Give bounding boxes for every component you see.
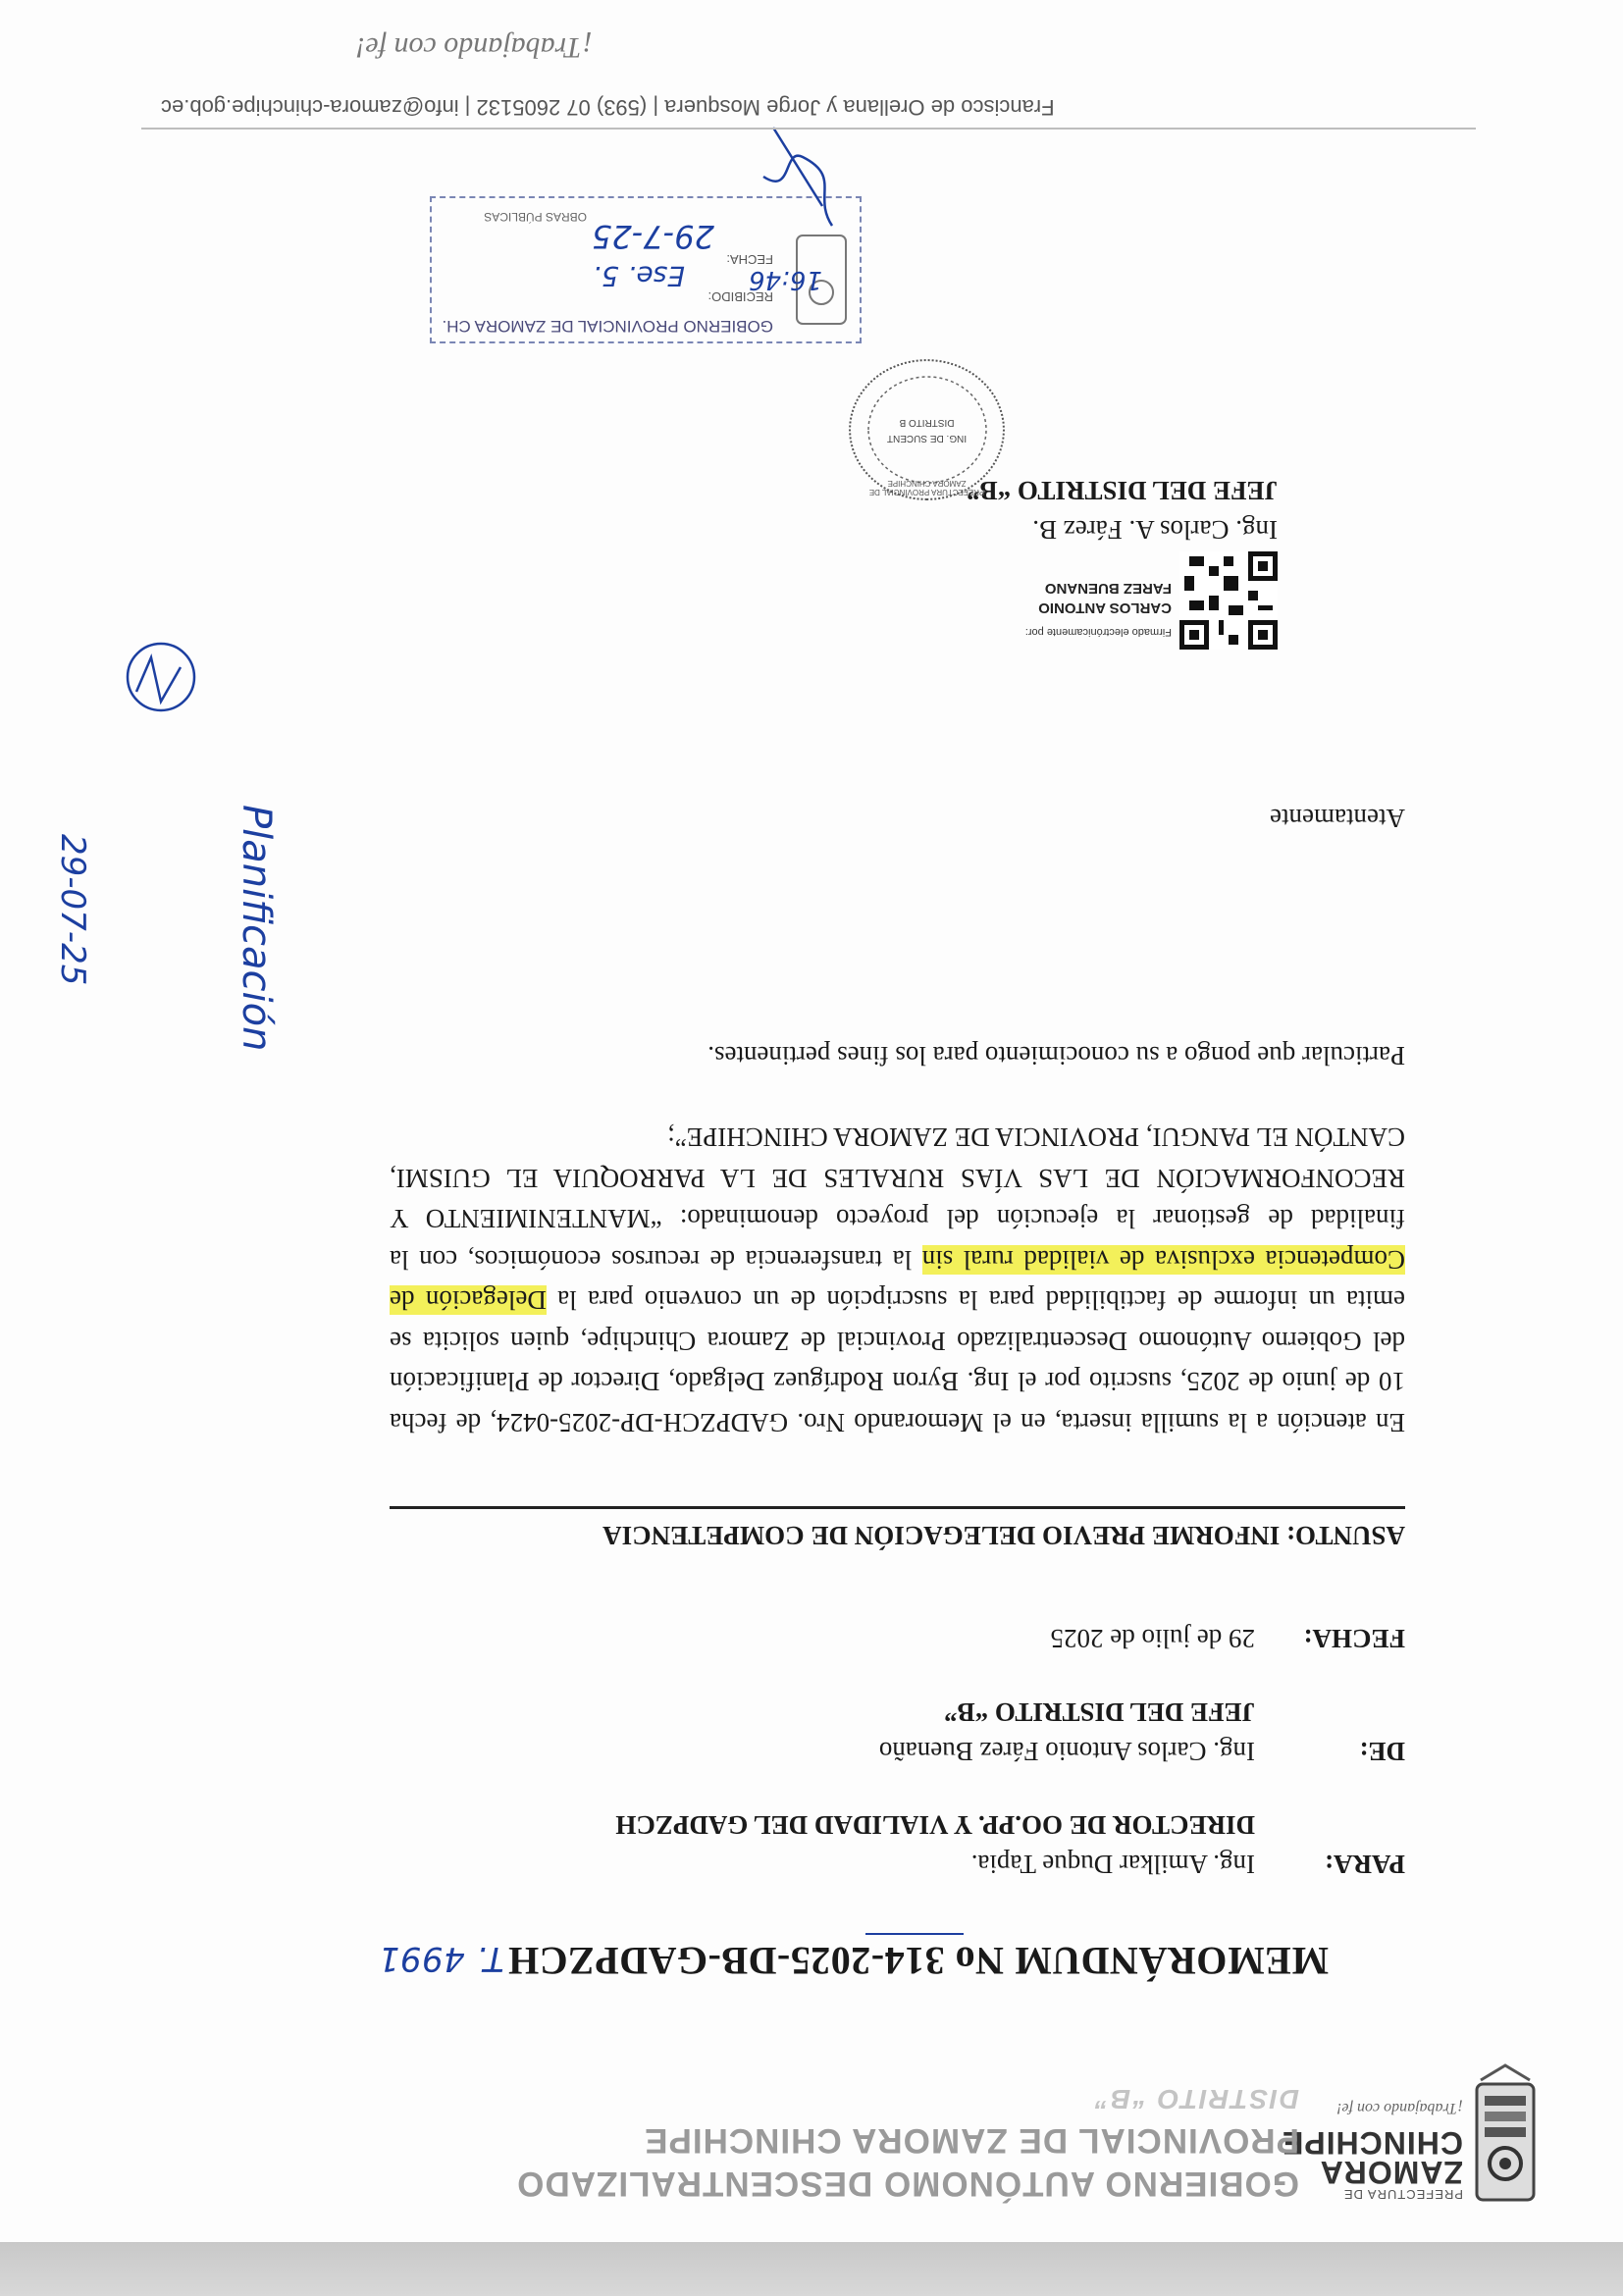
header-gray-bar <box>0 2242 1623 2296</box>
organization-header <box>416 2083 1299 2203</box>
body-paragraph-1 <box>390 1117 1405 1442</box>
asunto-line <box>602 1520 1405 1550</box>
handwritten-date: 29-7-25 <box>592 218 714 255</box>
para-label: PARA: <box>1325 1850 1405 1879</box>
received-label: RECIBIDO: <box>707 289 773 304</box>
handwritten-memo-number: T. 4991 <box>378 1939 504 1978</box>
logo-small-text: PREFECTURA DE <box>1342 2187 1463 2202</box>
round-stamp-ring-icon <box>851 361 1003 498</box>
asunto-rule <box>390 1506 1405 1509</box>
e-signature-name-1: CARLOS ANTONIO <box>1038 600 1172 616</box>
signer-role: JEFE DEL DISTRITO “B” <box>967 476 1278 505</box>
asunto-value: INFORME PREVIO DELEGACIÓN DE COMPETENCIA <box>602 1521 1281 1550</box>
fecha-label: FECHA: <box>1303 1624 1405 1653</box>
handwritten-signature-icon <box>112 628 210 726</box>
handwritten-underline <box>865 1933 964 1935</box>
received-date-label: FECHA: <box>726 252 773 267</box>
handwritten-margin-word: Planificación <box>234 805 279 1052</box>
asunto-label: ASUNTO: <box>1285 1521 1405 1550</box>
round-stamp-center-1: ING. DE SUCENT <box>886 433 968 444</box>
round-stamp-ring-text: PREFECTURA PROVINCIAL DE ZAMORA CHINCHIPE <box>868 479 985 496</box>
logo-line1: ZAMORA <box>1319 2155 1463 2190</box>
memo-body <box>390 798 1405 1442</box>
org-name-line1: GOBIERNO AUTÓNOMO DESCENTRALIZADO <box>516 2165 1299 2203</box>
body-p1-start: En atención a la sumilla inserta, en el Memorando Nro. GADPZCH-DP-2025-0424, de fecha 10 de junio de 2025, suscrito por el Ing. Byron Rodríguez Delgado, Director de Planificación del Gobierno Autónomo Descentralizado Provincial de Zamora Chinchipe, quien solicita se emita un informe de factibilidad para la suscripción de un convenio para la <box>390 1285 1405 1437</box>
received-stamp-dept: OBRAS PÚBLICAS <box>484 210 587 224</box>
org-name-line2: PROVINCIAL DE ZAMORA CHINCHIPE <box>644 2121 1299 2160</box>
para-name: Ing. Amilkar Duque Tapia. <box>970 1850 1255 1879</box>
logo-line2: CHINCHIPE <box>1281 2125 1463 2161</box>
received-stamp <box>430 196 862 343</box>
closing: Atentamente <box>1270 804 1405 834</box>
e-signature-name-2: FAREZ BUENANO <box>1044 580 1172 597</box>
handwritten-note: Ese. 5. <box>592 260 685 292</box>
signer-name: Ing. Carlos A. Fárez B. <box>1032 515 1278 545</box>
e-signature-note: Firmado electrónicamente por: <box>1024 626 1172 638</box>
prefectura-logo <box>1281 2061 1540 2208</box>
body-p1-end: la transferencia de recursos económicos, con la finalidad de gestionar la ejecución del proyecto denominado: “MANTENIMIENTO Y RECONFORMACIÓN DE LAS VÍAS RURALES DE LA PARROQUIA EL GUISMI, CANTÓN EL PANGUI, PROVINCIA DE ZAMORA CHINCHIPE”; <box>390 1122 1405 1275</box>
de-name: Ing. Carlos Antonio Fárez Buenaño <box>878 1737 1255 1766</box>
handwritten-margin-date: 29-07-25 <box>53 834 92 986</box>
memo-title <box>378 1938 1329 1984</box>
para-role: DIRECTOR DE OO.PP. Y VIALIDAD DEL GADPZCH <box>615 1810 1255 1840</box>
highlighted-text: Delegación de Competencia exclusiva de vialidad rural sin <box>390 1245 1405 1316</box>
handwritten-time: 16:46 <box>749 265 822 294</box>
body-paragraph-2: Particular que pongo a su conocimiento para los fines pertinentes. <box>707 1041 1405 1070</box>
org-district: DISTRITO “B” <box>1092 2084 1299 2114</box>
round-stamp-center-2: DISTRITO B <box>899 417 955 428</box>
received-stamp-title: GOBIERNO PROVINCIAL DE ZAMORA CH. <box>442 317 773 336</box>
official-round-stamp <box>849 359 1005 500</box>
de-role: JEFE DEL DISTRITO “B” <box>944 1697 1255 1727</box>
logo-text <box>1282 2099 1463 2202</box>
footer-divider <box>141 128 1476 130</box>
fecha-value: 29 de julio de 2025 <box>1050 1624 1255 1653</box>
footer-contact: Francisco de Orellana y Jorge Mosquera | (593) 07 2605132 | info@zamora-chinchipe.gob.ec <box>161 95 1055 120</box>
footer-slogan: ¡Trabajando con fe! <box>355 31 593 64</box>
logo-tagline: ¡Trabajando con fe! <box>1336 2100 1463 2116</box>
qr-code-icon <box>1179 551 1278 650</box>
memo-number: MEMORÁNDUM No 314-2025-DB-GADPZCH <box>507 1939 1329 1983</box>
de-label: DE: <box>1359 1737 1405 1766</box>
handwritten-initials-icon <box>744 118 852 235</box>
coat-of-arms-icon <box>1471 2061 1540 2208</box>
